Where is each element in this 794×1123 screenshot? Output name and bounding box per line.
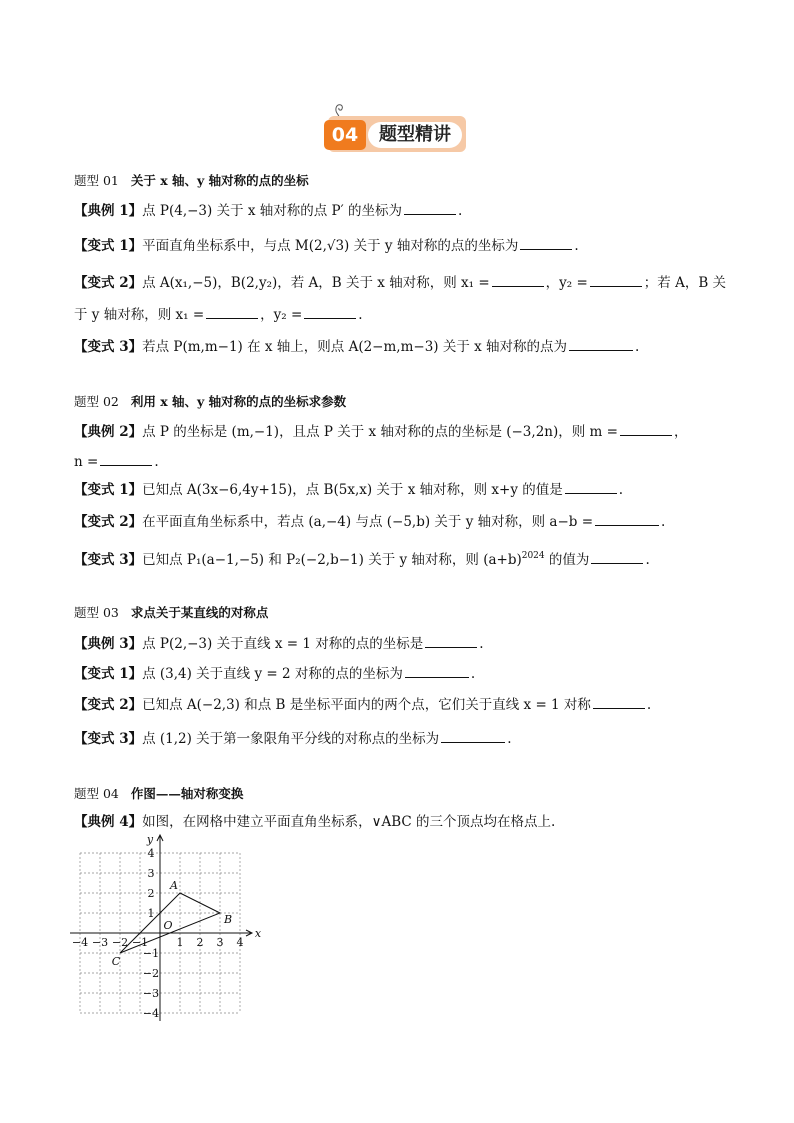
problem-text: 点 P(2,−3) 关于直线 x = 1 对称的点的坐标是 <box>142 636 424 652</box>
problem-text: 在平面直角坐标系中，若点 (a,−4) 与点 (−5,b) 关于 y 轴对称，则 a−b = <box>142 514 594 530</box>
problem-text-end: . <box>154 454 159 470</box>
problem-tag: 【变式 2】 <box>74 697 143 713</box>
problem-tag: 【典例 4】 <box>74 814 143 830</box>
x-tick-label: 4 <box>236 936 244 949</box>
problem-text-end: . <box>646 697 652 713</box>
problem-text-end: ， <box>673 424 688 440</box>
problem-text: 已知点 A(3x−6,4y+15)，点 B(5x,x) 关于 x 轴对称，则 x+y 的值是 <box>142 482 563 498</box>
problem-tag: 【变式 1】 <box>74 666 143 682</box>
problem-text-end: . <box>507 731 512 747</box>
answer-blank[interactable] <box>206 306 258 319</box>
problem-text-end: . <box>479 636 484 652</box>
section-banner <box>320 110 470 154</box>
problem-text: 若点 P(m,m−1) 在 x 轴上，则点 A(2−m,m−3) 关于 x 轴对称的点为 <box>142 339 568 355</box>
problem-text-mid: ，y₂ = <box>545 275 588 291</box>
section-number: 题型 03 <box>74 605 119 620</box>
x-tick-label: 1 <box>176 936 184 949</box>
banner-title: 题型精讲 <box>368 122 462 148</box>
section-number: 题型 01 <box>74 173 119 188</box>
vertex-label: A <box>170 879 178 892</box>
x-tick-label: 2 <box>196 936 204 949</box>
problem-text-end: . <box>470 666 476 682</box>
problem-variant-2-cont <box>74 305 363 325</box>
problem-variant-1 <box>74 480 623 500</box>
x-tick-label: −4 <box>71 936 89 949</box>
problem-text-end: ；若 A，B 关 <box>643 275 727 291</box>
problem-text-end: . <box>458 203 463 219</box>
answer-blank[interactable] <box>304 306 356 319</box>
section-title: 关于 x 轴、y 轴对称的点的坐标 <box>130 173 309 188</box>
problem-example-4 <box>74 812 555 832</box>
answer-blank[interactable] <box>492 274 544 287</box>
vertex-label: B <box>223 913 233 926</box>
problem-text-mid: 的值为 <box>544 552 590 568</box>
y-tick-label: −2 <box>142 967 160 980</box>
x-axis-label: x <box>254 927 262 940</box>
y-tick-label: 4 <box>147 847 155 860</box>
problem-text: 点 P 的坐标是 (m,−1)，且点 P 关于 x 轴对称的点的坐标是 (−3,2n)，则 m = <box>142 424 618 440</box>
answer-blank[interactable] <box>441 730 505 743</box>
answer-blank[interactable] <box>593 696 645 709</box>
problem-tag: 【变式 2】 <box>74 514 143 530</box>
y-axis-label: y <box>146 833 154 846</box>
problem-variant-2 <box>74 512 665 532</box>
answer-blank[interactable] <box>100 453 152 466</box>
problem-text-end: . <box>661 514 666 530</box>
answer-blank[interactable] <box>620 423 672 436</box>
problem-variant-3 <box>74 546 650 570</box>
section-heading-02 <box>74 392 346 412</box>
problem-example-2 <box>74 422 687 442</box>
answer-blank[interactable] <box>425 635 477 648</box>
problem-text-mid: ，y₂ = <box>260 307 303 323</box>
problem-text: 平面直角坐标系中，与点 M(2,√3) 关于 y 轴对称的点的坐标为 <box>142 238 519 254</box>
problem-tag: 【变式 1】 <box>74 482 143 498</box>
answer-blank[interactable] <box>520 237 572 250</box>
problem-example-1 <box>74 201 462 221</box>
origin-label: O <box>163 919 173 932</box>
answer-blank[interactable] <box>591 551 643 564</box>
problem-text-end: . <box>618 482 624 498</box>
section-number: 题型 04 <box>74 786 119 801</box>
problem-text: 已知点 P₁(a−1,−5) 和 P₂(−2,b−1) 关于 y 轴对称，则 (a+b) <box>142 552 522 568</box>
answer-blank[interactable] <box>405 665 469 678</box>
section-title: 利用 x 轴、y 轴对称的点的坐标求参数 <box>130 394 347 409</box>
problem-variant-2 <box>74 695 651 715</box>
problem-text-end: . <box>635 339 640 355</box>
section-number: 题型 02 <box>74 394 119 409</box>
section-title: 作图——轴对称变换 <box>130 786 244 801</box>
problem-tag: 【变式 2】 <box>74 275 143 291</box>
problem-text: 点 (1,2) 关于第一象限角平分线的对称点的坐标为 <box>142 731 440 747</box>
y-tick-label: −1 <box>142 947 160 960</box>
problem-text: 如图，在网格中建立平面直角坐标系，∨ABC 的三个顶点均在格点上. <box>142 814 556 830</box>
answer-blank[interactable] <box>590 274 642 287</box>
problem-tag: 【变式 3】 <box>74 552 143 568</box>
x-tick-label: −2 <box>111 936 129 949</box>
x-tick-label: −1 <box>131 936 149 949</box>
section-heading-04 <box>74 784 243 804</box>
x-tick-label: 3 <box>216 936 224 949</box>
problem-variant-3 <box>74 337 639 357</box>
problem-variant-1 <box>74 236 579 256</box>
problem-tag: 【典例 3】 <box>74 636 143 652</box>
vertex-label: C <box>111 955 121 968</box>
section-heading-03 <box>74 603 268 623</box>
problem-text: 于 y 轴对称，则 x₁ = <box>74 307 205 323</box>
problem-tag: 【变式 3】 <box>74 339 143 355</box>
y-tick-label: −4 <box>142 1007 160 1020</box>
problem-text: 点 P(4,−3) 关于 x 轴对称的点 P′ 的坐标为 <box>142 203 403 219</box>
problem-example-3 <box>74 634 484 654</box>
problem-variant-2 <box>74 273 726 293</box>
y-tick-label: 1 <box>147 907 155 920</box>
problem-text-end: . <box>358 307 363 323</box>
problem-text: n = <box>74 454 99 470</box>
x-tick-label: −3 <box>91 936 109 949</box>
problem-tag: 【典例 1】 <box>74 203 143 219</box>
problem-text-end: . <box>645 552 650 568</box>
exponent: 2024 <box>521 551 545 561</box>
coordinate-grid-figure <box>70 830 270 1030</box>
problem-variant-1 <box>74 664 475 684</box>
problem-tag: 【变式 3】 <box>74 731 143 747</box>
problem-example-2-cont <box>74 452 159 472</box>
problem-tag: 【变式 1】 <box>74 238 143 254</box>
answer-blank[interactable] <box>565 481 617 494</box>
problem-text: 点 A(x₁,−5)，B(2,y₂)，若 A，B 关于 x 轴对称，则 x₁ = <box>142 275 490 291</box>
y-tick-label: −3 <box>142 987 160 1000</box>
problem-text-end: . <box>574 238 579 254</box>
answer-blank[interactable] <box>404 202 456 215</box>
problem-tag: 【典例 2】 <box>74 424 143 440</box>
y-tick-label: 2 <box>147 887 155 900</box>
problem-text: 点 (3,4) 关于直线 y = 2 对称的点的坐标为 <box>142 666 403 682</box>
section-title: 求点关于某直线的对称点 <box>130 605 269 620</box>
problem-variant-3 <box>74 729 511 749</box>
section-heading-01 <box>74 171 309 191</box>
problem-text: 已知点 A(−2,3) 和点 B 是坐标平面内的两个点，它们关于直线 x = 1 对称 <box>142 697 591 713</box>
banner-number: 04 <box>324 120 366 150</box>
answer-blank[interactable] <box>569 338 633 351</box>
y-tick-label: 3 <box>147 867 155 880</box>
answer-blank[interactable] <box>595 513 659 526</box>
